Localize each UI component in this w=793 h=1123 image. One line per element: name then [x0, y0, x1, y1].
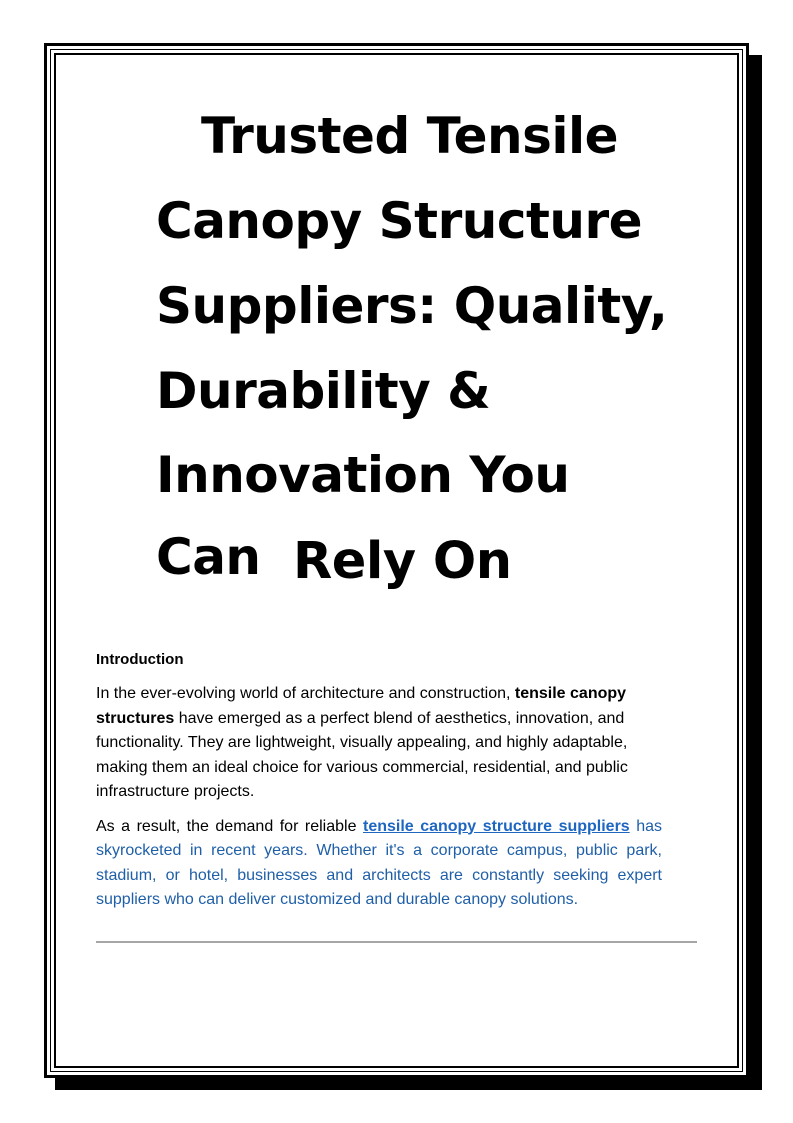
- intro-paragraph-1: [96, 682, 662, 805]
- intro-p1-text-2: have emerged as a perfect blend of aesthetics, innovation, and functionality. They are lightweight, visually appealing, and highly adaptable, making them an ideal choice for various commercial, residential, and public infrastructure projects.: [96, 709, 628, 800]
- title-line-5: Innovation You: [156, 446, 570, 504]
- title-line-1: Trusted Tensile: [201, 107, 619, 165]
- intro-paragraph-2: [96, 815, 662, 913]
- horizontal-divider: [96, 941, 697, 943]
- title-line-3: Suppliers: Quality,: [156, 277, 668, 335]
- suppliers-link[interactable]: tensile canopy structure suppliers: [363, 817, 630, 835]
- intro-p2-lead: As a result, the demand for reliable: [96, 817, 363, 835]
- title-line-6: Can: [156, 528, 261, 586]
- title-line-2: Canopy Structure: [156, 192, 643, 250]
- intro-p2-rest: has skyrocketed in recent years. Whether it's a corporate campus, public park, stadium, or hotel, businesses and architects are constantly seeking expert suppliers who can deliver customized and durable canopy solutions.: [96, 817, 663, 908]
- title-line-4: Durability &: [156, 362, 491, 420]
- intro-p1-text-1: In the ever-evolving world of architecture and construction,: [96, 685, 515, 702]
- intro-p1-bold-term: tensile canopy structures: [96, 685, 627, 727]
- document-body: [96, 648, 662, 923]
- section-heading-introduction: Introduction: [96, 651, 184, 668]
- title-line-7: Rely On: [293, 532, 512, 591]
